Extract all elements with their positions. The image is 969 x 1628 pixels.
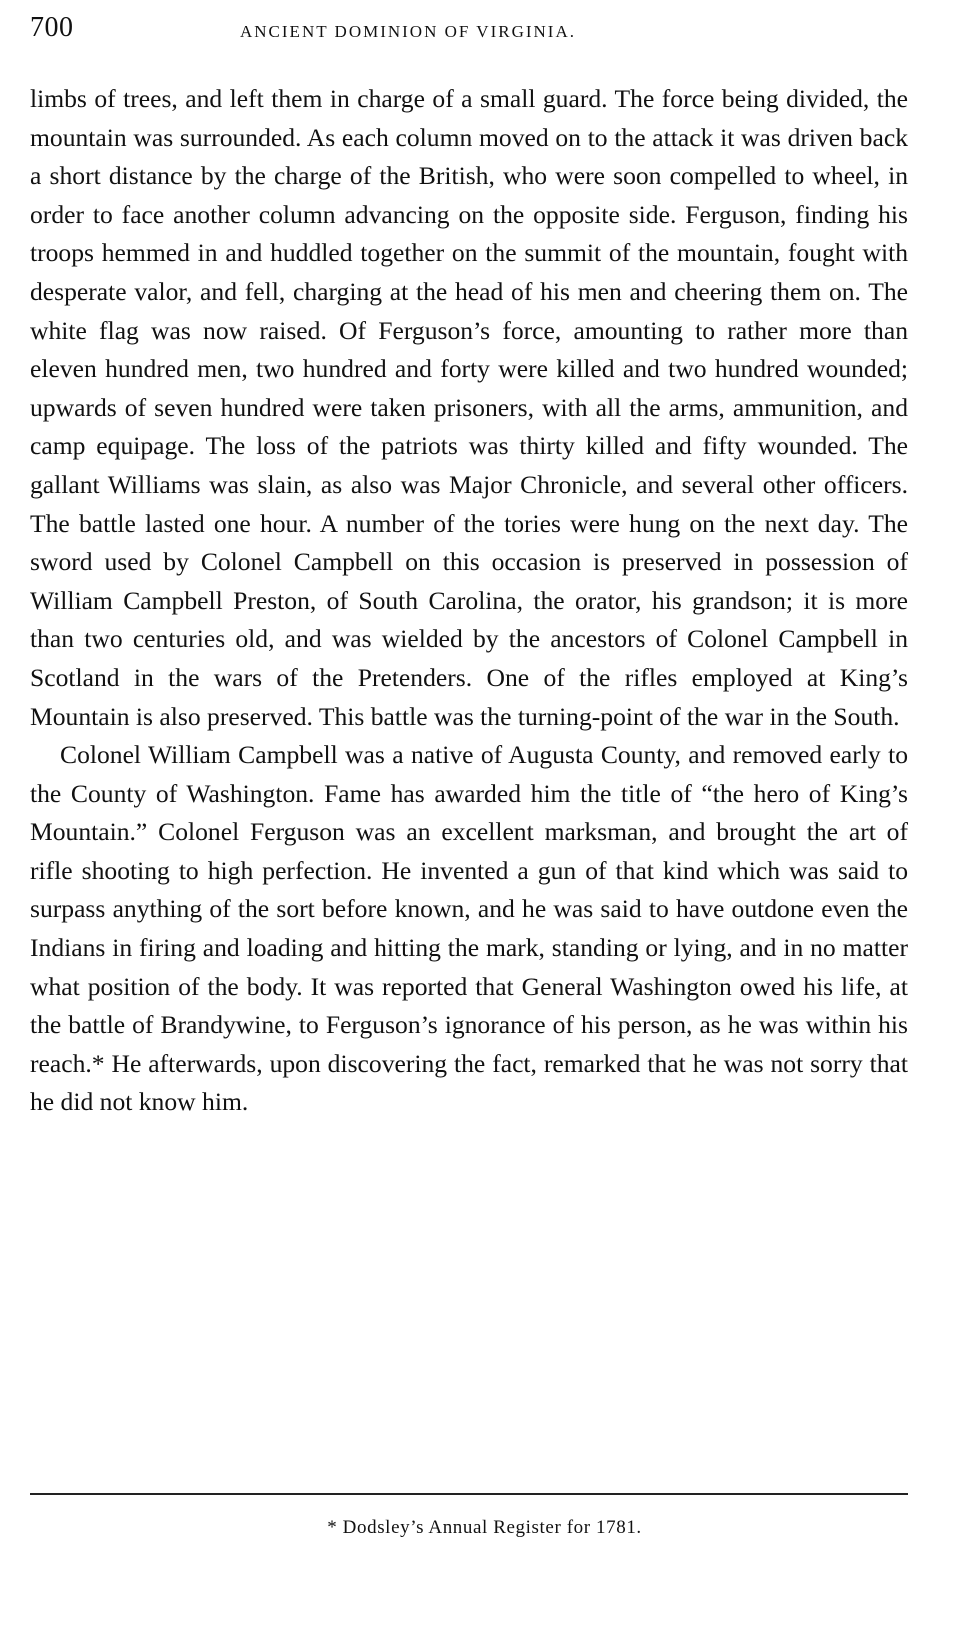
paragraph-continuation: limbs of trees, and left them in charge of a small guard. The force being divided, the mountain was surrounded. As each column moved on to the attack it was driven back a short distance by the charge of the British, who were soon compelled to wheel, in order to face another column advancing on the opposite side. Ferguson, finding his troops hemmed in and huddled together on the summit of the mountain, fought with desperate valor, and fell, charging at the head of his men and cheering them on. The white flag was now raised. Of Ferguson’s force, amounting to rather more than eleven hundred men, two hundred and forty were killed and two hundred wounded; upwards of seven hundred were taken prisoners, with all the arms, ammunition, and camp equipage. The loss of the patriots was thirty killed and fifty wounded. The gallant Williams was slain, as also was Major Chronicle, and several other officers. The battle lasted one hour. A number of the tories were hung on the next day. The sword used by Colonel Campbell on this occasion is preserved in possession of William Campbell Preston, of South Carolina, the orator, his grandson; it is more than two centuries old, and was wielded by the ancestors of Colonel Campbell in Scotland in the wars of the Pretenders. One of the rifles employed at King’s Mountain is also preserved. This battle was the turning-point of the war in the South. xyxy=(30,84,908,731)
footnote: * Dodsley’s Annual Register for 1781. xyxy=(327,1517,642,1538)
page-header xyxy=(30,8,910,48)
running-title: ANCIENT DOMINION OF VIRGINIA. xyxy=(240,22,576,41)
page-number: 700 xyxy=(30,12,74,43)
paragraph-campbell: Colonel William Campbell was a native of Augusta County, and removed early to the County of Washington. Fame has awarded him the title of “the hero of King’s Mountain.” Colonel Ferguson was an excellent marksman, and brought the art of rifle shooting to high perfection. He invented a gun of that kind which was said to surpass anything of the sort before known, and he was said to have outdone even the Indians in firing and loading and hitting the mark, standing or lying, and in no matter what position of the body. It was reported that General Washington owed his life, at the battle of Brandywine, to Ferguson’s ignorance of his person, as he was within his reach.* He afterwards, upon discovering the fact, remarked that he was not sorry that he did not know him. xyxy=(30,740,908,1117)
body-text xyxy=(30,80,908,1122)
footnote-divider xyxy=(30,1493,908,1495)
